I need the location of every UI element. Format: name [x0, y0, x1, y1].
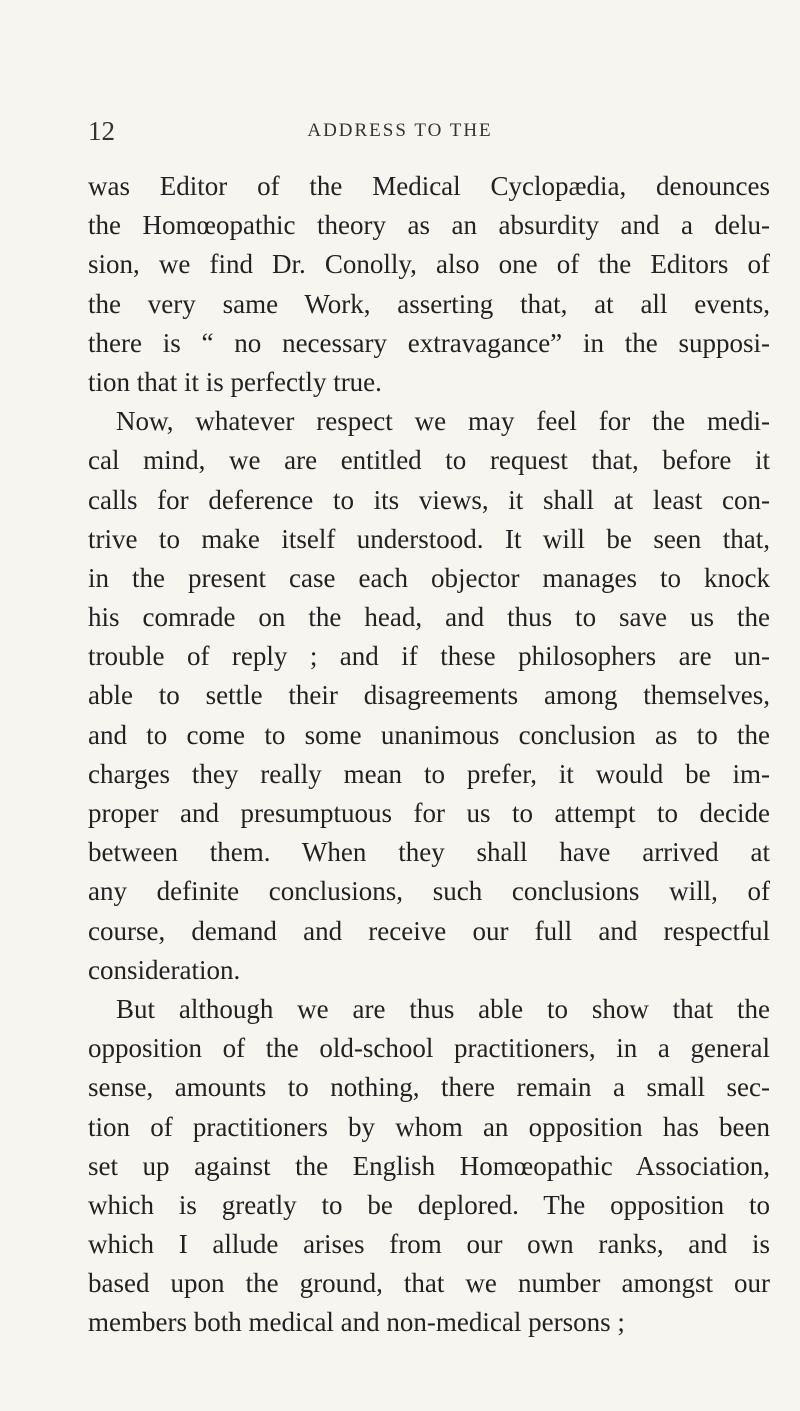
text-line: proper and presumptuous for us to attempt to decide [88, 798, 770, 828]
running-head: ADDRESS TO THE [307, 120, 493, 141]
text-line: cal mind, we are entitled to request that, before it [88, 445, 770, 476]
text-line: and to come to some unanimous conclusion as to the [88, 719, 770, 750]
text-line: sion, we find Dr. Conolly, also one of the Editors of [88, 249, 770, 280]
page-header [88, 116, 712, 156]
text-line: consideration. [88, 954, 241, 985]
text-line: any definite conclusions, such conclusions will, of [88, 876, 770, 907]
text-line: between them. When they shall have arrived at [88, 837, 770, 868]
body-text [88, 167, 770, 1343]
text-line: in the present case each objector manages to knock [88, 562, 770, 593]
text-line: sense, amounts to nothing, there remain a small sec- [88, 1072, 770, 1103]
text-line: set up against the English Homœopathic Association, [88, 1150, 770, 1181]
text-line: which is greatly to be deplored. The opposition to [88, 1189, 770, 1220]
text-line: tion of practitioners by whom an opposition has been [88, 1111, 770, 1142]
text-line: which I allude arises from our own ranks, and is [88, 1229, 770, 1260]
text-line: able to settle their disagreements among themselves, [88, 680, 770, 711]
text-line: there is “ no necessary extravagance” in the supposi- [88, 327, 770, 358]
text-line: charges they really mean to prefer, it would be im- [88, 758, 770, 789]
text-line: course, demand and receive our full and respectful [88, 915, 770, 946]
text-line: members both medical and non-medical persons ; [88, 1307, 625, 1338]
text-line: his comrade on the head, and thus to save us the [88, 602, 770, 633]
text-line: opposition of the old-school practitioners, in a general [88, 1033, 770, 1064]
text-line: trouble of reply ; and if these philosophers are un- [88, 641, 770, 672]
text-line: the Homœopathic theory as an absurdity and a delu- [88, 210, 770, 241]
text-line: But although we are thus able to show that the [116, 993, 770, 1024]
text-line: the very same Work, asserting that, at all events, [88, 288, 770, 319]
text-line: trive to make itself understood. It will be seen that, [88, 523, 770, 554]
text-line: tion that it is perfectly true. [88, 366, 382, 397]
text-line: based upon the ground, that we number amongst our [88, 1268, 770, 1299]
page-number: 12 [88, 116, 115, 146]
text-line: calls for deference to its views, it shall at least con- [88, 484, 770, 515]
text-line: Now, whatever respect we may feel for the medi- [116, 406, 770, 437]
text-line: was Editor of the Medical Cyclopædia, denounces [88, 171, 770, 201]
